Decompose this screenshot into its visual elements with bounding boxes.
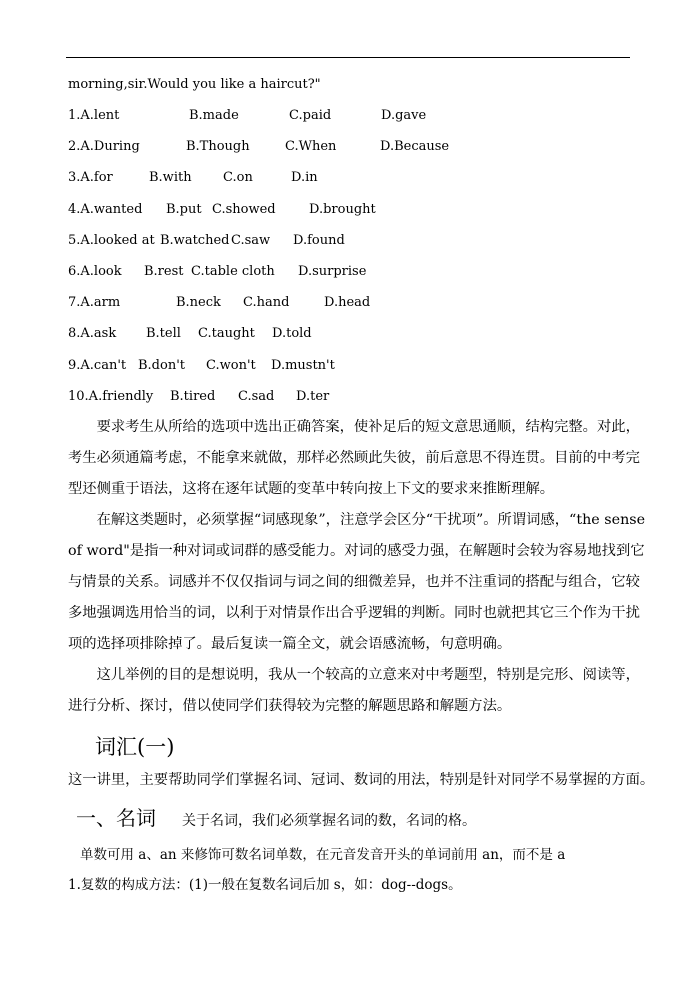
singular-note: 单数可用 a、an 来修饰可数名词单数，在元音发音开头的单词前用 an，而不是 a bbox=[80, 847, 566, 863]
vocab-intro bbox=[68, 765, 655, 796]
option-text: D.ter bbox=[296, 388, 330, 404]
paragraph-3 bbox=[68, 660, 640, 722]
paragraph-line: 考生必须通篇考虑，不能拿来就做，那样必然顾此失彼，前后意思不得连贯。目前的中考完 bbox=[68, 450, 640, 466]
option-text: B.watched bbox=[160, 232, 230, 248]
noun-heading: 一、名词 bbox=[76, 806, 156, 830]
option-text: C.taught bbox=[198, 326, 255, 342]
option-text: D.brought bbox=[309, 201, 376, 217]
noun-section-heading bbox=[76, 805, 476, 834]
option-text: D.found bbox=[293, 232, 345, 248]
option-text: B.with bbox=[149, 170, 192, 186]
header-rule bbox=[66, 57, 630, 58]
option-text: D.gave bbox=[381, 108, 427, 123]
option-text: B.Though bbox=[186, 139, 250, 155]
option-text: C.showed bbox=[212, 201, 276, 217]
paragraph-line: 型还侧重于语法，这将在逐年试题的变革中转向按上下文的要求来推断理解。 bbox=[68, 481, 555, 497]
option-text: B.put bbox=[166, 201, 202, 217]
option-text: 7.A.arm bbox=[68, 295, 121, 311]
paragraph-line: 项的选择项排除掉了。最后复读一篇全文，就会语感流畅，句意明确。 bbox=[68, 636, 512, 652]
paragraph-2 bbox=[68, 505, 646, 660]
option-text: 8.A.ask bbox=[68, 326, 117, 342]
paragraph-line: 进行分析、探讨，借以使同学们获得较为完整的解题思路和解题方法。 bbox=[68, 698, 512, 714]
option-text: C.sad bbox=[238, 388, 275, 404]
option-text: 3.A.for bbox=[68, 170, 113, 186]
paragraph-line: 在解这类题时，必须掌握“词感现象”，注意学会区分“干扰项”。所谓词感，“the sense bbox=[68, 512, 646, 528]
option-text: D.mustn't bbox=[271, 357, 335, 373]
intro-line: morning,sir.Would you like a haircut?" bbox=[68, 77, 321, 92]
option-text: C.on bbox=[223, 170, 253, 186]
option-text: B.made bbox=[189, 108, 239, 123]
paragraph-1 bbox=[68, 412, 640, 505]
option-text: C.table cloth bbox=[191, 264, 275, 279]
option-text: B.neck bbox=[176, 295, 221, 311]
option-text: 5.A.looked at bbox=[68, 232, 155, 248]
option-text: 10.A.friendly bbox=[68, 388, 154, 404]
option-text: C.won't bbox=[206, 357, 256, 373]
option-text: D.in bbox=[291, 170, 318, 186]
paragraph-line: of word"是指一种对词或词群的感受能力。对词的感受力强，在解题时会较为容易地找到它 bbox=[68, 543, 645, 559]
noun-description: 关于名词，我们必须掌握名词的数，名词的格。 bbox=[182, 813, 476, 829]
option-text: 6.A.look bbox=[68, 264, 122, 279]
option-text: C.hand bbox=[243, 295, 290, 311]
option-text: 9.A.can't bbox=[68, 357, 127, 373]
paragraph-line: 多地强调选用恰当的词，以利于对情景作出合乎逻辑的判断。同时也就把其它三个作为干扰 bbox=[68, 605, 640, 621]
option-text: 4.A.wanted bbox=[68, 201, 143, 217]
option-text: B.don't bbox=[138, 357, 186, 373]
plural-rule: 1.复数的构成方法：(1)一般在复数名词后加 s，如：dog--dogs。 bbox=[68, 877, 462, 893]
option-text: D.surprise bbox=[298, 264, 367, 279]
paragraph-line: 要求考生从所给的选项中选出正确答案，使补足后的短文意思通顺，结构完整。对此， bbox=[68, 419, 640, 435]
paragraph-line: 这儿举例的目的是想说明，我从一个较高的立意来对中考题型，特别是完形、阅读等， bbox=[68, 667, 640, 683]
option-text: B.tell bbox=[146, 326, 181, 342]
option-text: 1.A.lent bbox=[68, 108, 120, 123]
vocab-heading: 词汇(一) bbox=[95, 735, 175, 759]
option-text: D.head bbox=[324, 295, 371, 311]
vocab-intro-text: 这一讲里，主要帮助同学们掌握名词、冠词、数词的用法，特别是针对同学不易掌握的方面。 bbox=[68, 772, 655, 788]
option-text: 2.A.During bbox=[68, 139, 140, 155]
option-text: C.saw bbox=[231, 232, 271, 248]
option-text: B.rest bbox=[144, 264, 184, 279]
paragraph-line: 与情景的关系。词感并不仅仅指词与词之间的细微差异，也并不注重词的搭配与组合，它较 bbox=[68, 574, 640, 590]
option-text: C.When bbox=[285, 139, 337, 155]
option-text: D.Because bbox=[380, 139, 450, 155]
option-text: B.tired bbox=[170, 388, 216, 404]
option-text: C.paid bbox=[289, 108, 332, 123]
option-text: D.told bbox=[272, 326, 312, 342]
